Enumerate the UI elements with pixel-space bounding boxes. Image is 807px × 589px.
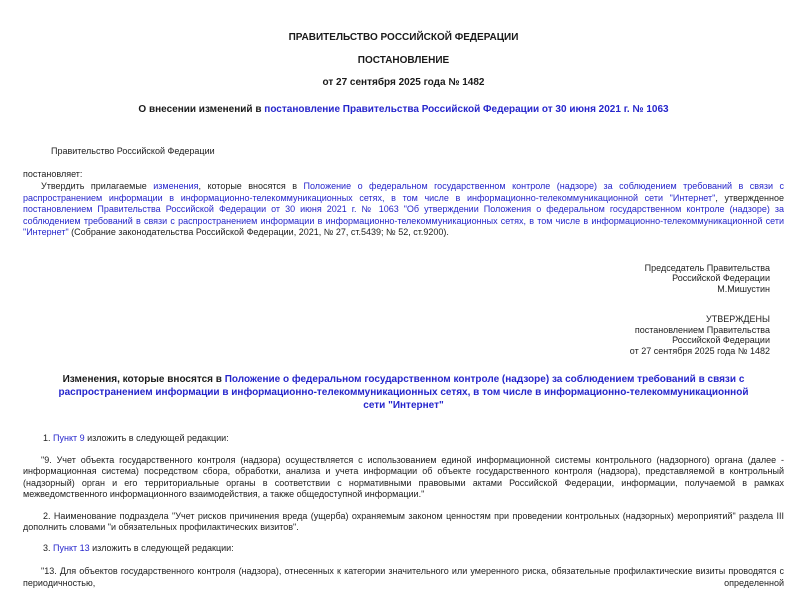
approved-block — [23, 314, 770, 356]
amendment-item-1 — [23, 433, 784, 445]
link-punkt-13[interactable]: Пункт 13 — [53, 542, 90, 553]
preamble-government: Правительство Российской Федерации — [51, 146, 215, 156]
signature-block — [23, 263, 770, 295]
resolution-text-2: , которые вносятся в — [198, 181, 304, 191]
amendment-item-3-new-wording: "13. Для объектов государственного контроля (надзора), отнесенных к категории значительного или умеренного риска, обязательные профилактические визиты проводятся с периодичностью, определенной — [23, 566, 784, 588]
link-punkt-9[interactable]: Пункт 9 — [53, 433, 85, 443]
resolution-text-1: Утвердить прилагаемые — [41, 181, 154, 191]
link-resolution-1063-full[interactable]: постановлением Правительства Российской Федерации от 30 июня 2021 г. № 1063 "Об утверждении Положения о федеральном государственном контроле (надзоре) за соблюдением требований в связи с распространением информации в информационно-телекоммуникационных сетях, в том числе в информационно-телекоммуникационной сети "Интернет" — [23, 204, 784, 237]
amendments-heading-text: Изменения, которые вносятся в — [62, 374, 225, 385]
document-type: ПОСТАНОВЛЕНИЕ — [357, 55, 450, 66]
amendment-item-2: 2. Наименование подраздела "Учет рисков причинения вреда (ущерба) охраняемым законом ценностям при проведении контрольных (надзорных) мероприятий" раздела III дополнить словами "и обязательных профилактических визитов". — [23, 510, 784, 532]
amendments-heading-link[interactable]: Положение о федеральном государственном контроле (надзоре) за соблюдением требований в связи с распространением информации в информационно-телекоммуникационных сетях, в том числе в информационно-телекоммуникационной сети "Интернет" — [58, 374, 749, 411]
link-amendments[interactable]: изменения — [153, 181, 199, 191]
amendment-item-1-new-wording: "9. Учет объекта государственного контроля (надзора) осуществляется с использованием единой информационной системы контрольного (надзорного) органа (далее - информационная система) посредством сбора, обработки, анализа и учета информации об объекте государственного контроля (надзора), представляемой в контрольный (надзорный) орган и его территориальные органы в соответствии с нормативными правовыми актами Российской Федерации, информации, получаемой в рамках межведомственного информационного взаимодействия, а также общедоступной информации." — [23, 454, 784, 499]
issuer-name: ПРАВИТЕЛЬСТВО РОССИЙСКОЙ ФЕДЕРАЦИИ — [288, 32, 519, 43]
document-title-text: О внесении изменений в — [138, 104, 265, 115]
item-3-number: 3. — [43, 542, 54, 553]
approved-date-number: от 27 сентября 2025 года № 1482 — [629, 345, 770, 356]
amendments-heading — [23, 373, 784, 412]
link-regulation-position[interactable]: Положение о федеральном государственном контроле (надзоре) за соблюдением требований в связи с распространением информации в информационно-телекоммуникационных сетях, в том числе в информационно-телекоммуникационной сети "Интернет" — [23, 181, 784, 203]
item-1-number: 1. — [43, 433, 54, 443]
resolution-paragraph — [23, 181, 784, 239]
resolution-text-3: , утвержденное — [715, 192, 784, 203]
signature-name: М.Мишустин — [717, 283, 770, 294]
approved-label: УТВЕРЖДЕНЫ — [706, 314, 770, 324]
resolution-text-4: (Собрание законодательства Российской Федерации, 2021, № 27, ст.5439; № 52, ст.9200). — [68, 227, 449, 237]
signature-position-line2: Российской Федерации — [672, 273, 770, 283]
amendment-item-3 — [23, 543, 784, 555]
approved-by-line2: Российской Федерации — [672, 335, 770, 345]
preamble-resolves: постановляет: — [23, 168, 83, 179]
signature-position-line1: Председатель Правительства — [644, 262, 770, 273]
title-link-resolution-1063[interactable]: постановление Правительства Российской Федерации от 30 июня 2021 г. № 1063 — [264, 104, 669, 115]
approved-by-line1: постановлением Правительства — [634, 324, 770, 335]
document-date-number: от 27 сентября 2025 года № 1482 — [322, 77, 485, 88]
item-1-text: изложить в следующей редакции: — [84, 433, 229, 443]
document-title — [23, 104, 784, 116]
item-3-text: изложить в следующей редакции: — [89, 542, 234, 553]
